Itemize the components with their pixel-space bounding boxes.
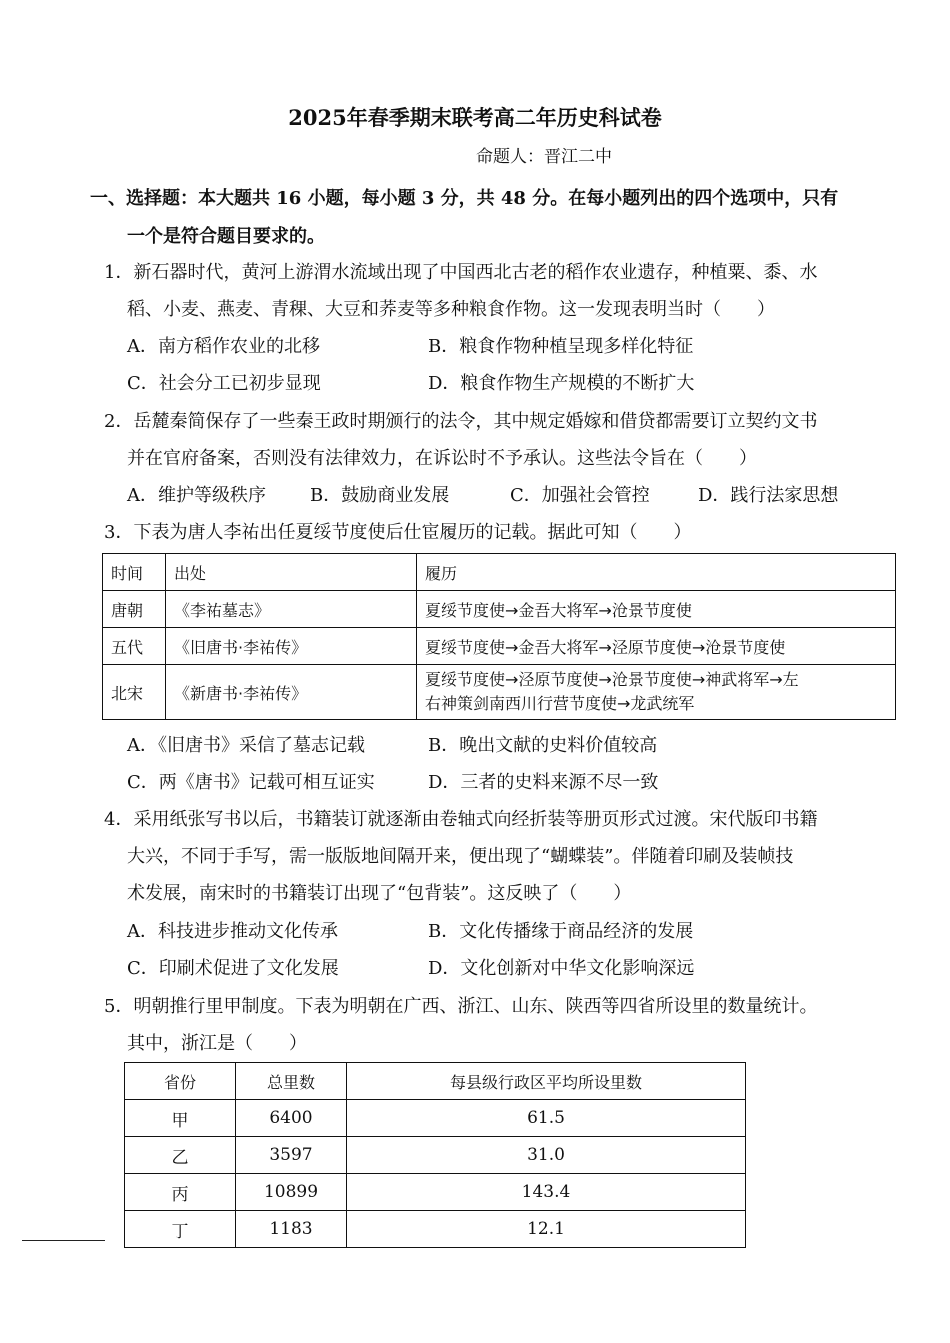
table-row (125, 1137, 746, 1174)
table-cell: 《新唐书·李祐传》 (166, 665, 417, 720)
table-row (103, 665, 896, 720)
table-cell-line: 右神策剑南西川行营节度使→龙武统军 (425, 694, 695, 713)
q1-option-a: A．南方稻作农业的北移 (127, 336, 320, 357)
table-row (125, 1211, 746, 1248)
q3-stem: 3．下表为唐人李祐出任夏绥节度使后仕宦履历的记载。据此可知（ ） (104, 522, 692, 543)
table-row (103, 628, 896, 665)
table-header-row (103, 554, 896, 591)
footer-rule (22, 1240, 105, 1241)
table-header-cell: 履历 (417, 554, 896, 591)
q4-stem: 4．采用纸张写书以后，书籍装订就逐渐由卷轴式向经折装等册页形式过渡。宋代版印书籍 (104, 809, 818, 830)
q2-stem: 2．岳麓秦简保存了一些秦王政时期颁行的法令，其中规定婚嫁和借贷都需要订立契约文书 (104, 411, 818, 432)
q1-option-d: D．粮食作物生产规模的不断扩大 (428, 373, 695, 394)
q4-option-a: A．科技进步推动文化传承 (127, 921, 338, 942)
table-cell: 《旧唐书·李祐传》 (166, 628, 417, 665)
table-cell: 五代 (103, 628, 166, 665)
table-cell: 12.1 (347, 1211, 746, 1248)
table-cell (417, 665, 896, 720)
table-cell: 乙 (125, 1137, 236, 1174)
table-cell: 丙 (125, 1174, 236, 1211)
q2-stem-cont: 并在官府备案，否则没有法律效力，在诉讼时不予承认。这些法令旨在（ ） (127, 448, 757, 469)
table-cell: 丁 (125, 1211, 236, 1248)
table-header-cell: 省份 (125, 1063, 236, 1100)
table-cell: 唐朝 (103, 591, 166, 628)
table-header-cell: 时间 (103, 554, 166, 591)
table-cell-line: 夏绥节度使→泾原节度使→沧景节度使→神武将军→左 (425, 670, 799, 689)
table-cell: 61.5 (347, 1100, 746, 1137)
table-cell: 夏绥节度使→金吾大将军→泾原节度使→沧景节度使 (417, 628, 896, 665)
q4-option-c: C．印刷术促进了文化发展 (127, 958, 339, 979)
q3-table (102, 553, 896, 720)
q5-stem: 5．明朝推行里甲制度。下表为明朝在广西、浙江、山东、陕西等四省所设里的数量统计。 (104, 996, 818, 1017)
section-heading-cont: 一个是符合题目要求的。 (127, 226, 325, 247)
q1-option-c: C．社会分工已初步显现 (127, 373, 321, 394)
table-row (125, 1174, 746, 1211)
q1-option-b: B．粮食作物种植呈现多样化特征 (428, 336, 694, 357)
q3-option-d: D．三者的史料来源不尽一致 (428, 772, 659, 793)
q3-option-b: B．晚出文献的史料价值较高 (428, 735, 658, 756)
q2-option-b: B．鼓励商业发展 (310, 485, 450, 506)
exam-title: 2025年春季期末联考高二年历史科试卷 (288, 105, 662, 130)
author-line: 命题人：晋江二中 (476, 147, 612, 167)
table-row (103, 591, 896, 628)
table-row (125, 1100, 746, 1137)
q2-option-c: C．加强社会管控 (510, 485, 650, 506)
q4-option-d: D．文化创新对中华文化影响深远 (428, 958, 695, 979)
q3-option-a: A．《旧唐书》采信了墓志记载 (127, 735, 365, 756)
table-cell: 北宋 (103, 665, 166, 720)
q3-option-c: C．两《唐书》记载可相互证实 (127, 772, 375, 793)
q4-stem-cont: 大兴，不同于手写，需一版版地间隔开来，便出现了“蝴蝶装”。伴随着印刷及装帧技 (127, 846, 794, 867)
table-cell: 1183 (236, 1211, 347, 1248)
table-cell: 3597 (236, 1137, 347, 1174)
table-header-row (125, 1063, 746, 1100)
q5-table (124, 1062, 746, 1248)
q2-option-d: D．践行法家思想 (698, 485, 839, 506)
q4-stem-cont: 术发展，南宋时的书籍装订出现了“包背装”。这反映了（ ） (127, 883, 632, 904)
table-cell: 143.4 (347, 1174, 746, 1211)
table-cell: 6400 (236, 1100, 347, 1137)
table-cell: 夏绥节度使→金吾大将军→沧景节度使 (417, 591, 896, 628)
table-header-cell: 每县级行政区平均所设里数 (347, 1063, 746, 1100)
table-cell: 《李祐墓志》 (166, 591, 417, 628)
table-cell: 10899 (236, 1174, 347, 1211)
section-heading: 一、选择题：本大题共 16 小题，每小题 3 分，共 48 分。在每小题列出的四个选项中，只有 (90, 188, 839, 209)
q5-stem-cont: 其中，浙江是（ ） (127, 1033, 307, 1054)
q1-stem: 1．新石器时代，黄河上游渭水流域出现了中国西北古老的稻作农业遗存，种植粟、黍、水 (104, 262, 818, 283)
table-cell: 甲 (125, 1100, 236, 1137)
table-cell: 31.0 (347, 1137, 746, 1174)
table-header-cell: 出处 (166, 554, 417, 591)
q4-option-b: B．文化传播缘于商品经济的发展 (428, 921, 694, 942)
q1-stem-cont: 稻、小麦、燕麦、青稞、大豆和荞麦等多种粮食作物。这一发现表明当时（ ） (127, 299, 775, 320)
q2-option-a: A．维护等级秩序 (127, 485, 266, 506)
table-header-cell: 总里数 (236, 1063, 347, 1100)
